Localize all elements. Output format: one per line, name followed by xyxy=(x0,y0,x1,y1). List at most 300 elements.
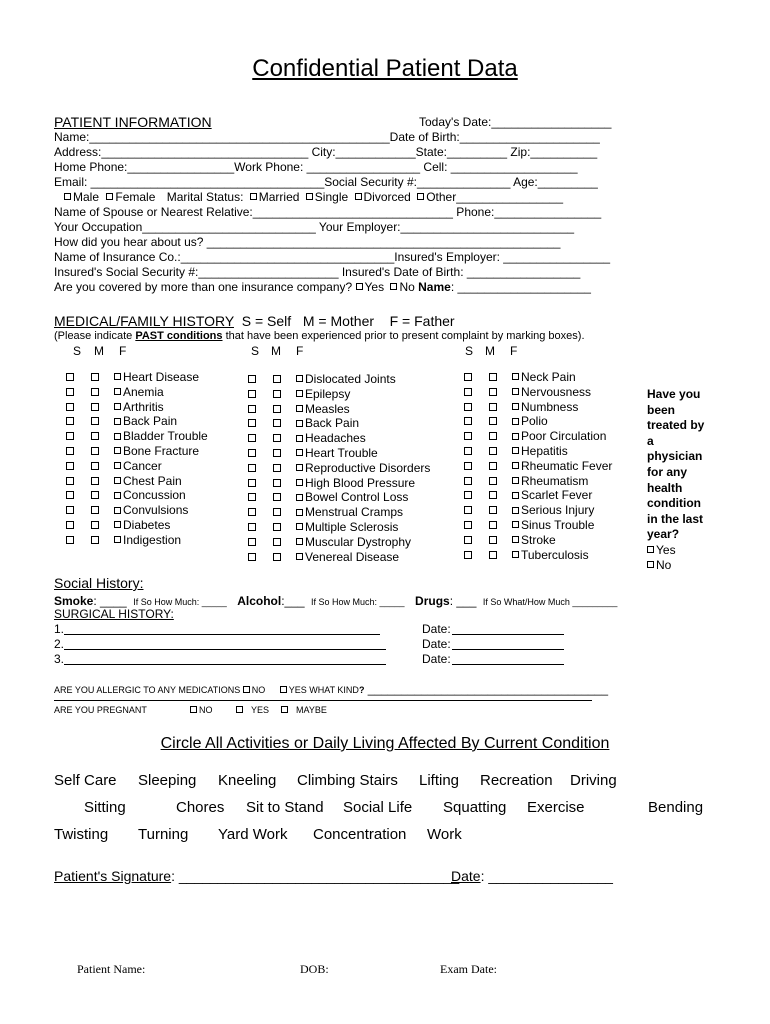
single-checkbox[interactable] xyxy=(306,193,313,200)
venereal-disease-self-checkbox[interactable] xyxy=(248,553,256,561)
indigestion-mother-checkbox[interactable] xyxy=(91,536,99,544)
surgery-2-date-field[interactable] xyxy=(452,649,564,650)
arthritis-mother-checkbox[interactable] xyxy=(91,403,99,411)
condition-heart-disease xyxy=(114,370,199,384)
male-checkbox[interactable] xyxy=(64,193,71,200)
condition-label: Muscular Dystrophy xyxy=(305,534,412,549)
condition-heart-trouble xyxy=(296,446,378,460)
condition-label: Poor Circulation xyxy=(521,429,607,444)
dislocated-joints-mother-checkbox[interactable] xyxy=(273,375,281,383)
phone-line[interactable]: Home Phone:________________Work Phone: _________________ Cell: ___________________ xyxy=(54,160,578,174)
condition-stroke xyxy=(512,533,556,547)
condition-concussion xyxy=(114,488,186,502)
drugs-field[interactable]: : ___ xyxy=(449,594,477,608)
smoke-field[interactable]: : ____ xyxy=(93,594,127,608)
activity-social-life[interactable]: Social Life xyxy=(343,799,413,816)
surgery-1-field[interactable] xyxy=(64,634,380,635)
condition-indigestion xyxy=(114,533,181,547)
multi-no-checkbox[interactable] xyxy=(390,283,397,290)
condition-bowel-control-loss xyxy=(296,490,408,504)
chest-pain-mother-checkbox[interactable] xyxy=(91,477,99,485)
multi-no-label: No xyxy=(399,280,415,294)
multi-insurance-question: Are you covered by more than one insurance company? xyxy=(54,280,356,294)
hepatitis-mother-checkbox[interactable] xyxy=(489,447,497,455)
history-note: (Please indicate PAST conditions that have been experienced prior to present complaint by marking boxes). xyxy=(54,330,585,342)
reproductive-disorders-mother-checkbox[interactable] xyxy=(273,464,281,472)
condition-anemia xyxy=(114,385,164,399)
condition-label: Polio xyxy=(521,414,548,429)
condition-multiple-sclerosis xyxy=(296,520,398,534)
diabetes-self-checkbox[interactable] xyxy=(66,521,74,529)
polio-mother-checkbox[interactable] xyxy=(489,417,497,425)
married-label: Married xyxy=(258,190,300,204)
activity-recreation[interactable]: Recreation xyxy=(480,772,553,789)
scarlet-fever-mother-checkbox[interactable] xyxy=(489,491,497,499)
occupation-line[interactable]: Your Occupation__________________________ Your Employer:__________________________ xyxy=(54,220,575,234)
email-ssn-line[interactable]: Email: ___________________________________Social Security #:______________ Age:_________ xyxy=(54,175,598,189)
pregnant-no-checkbox[interactable] xyxy=(190,706,197,713)
condition-label: Scarlet Fever xyxy=(521,488,593,503)
multi-name-field[interactable]: : ____________________ xyxy=(450,280,591,294)
activity-turning[interactable]: Turning xyxy=(138,826,189,843)
condition-label: Venereal Disease xyxy=(305,549,400,564)
stroke-mother-checkbox[interactable] xyxy=(489,536,497,544)
alcohol-amount-field[interactable]: If So How Much: _____ xyxy=(311,597,405,607)
physician-question: Have you been treated by a physician for any health condition in the last year? xyxy=(647,387,705,542)
nervousness-mother-checkbox[interactable] xyxy=(489,388,497,396)
other-checkbox[interactable] xyxy=(417,193,424,200)
condition-tuberculosis xyxy=(512,548,589,562)
column-header-s: S xyxy=(251,344,260,358)
concussion-self-checkbox[interactable] xyxy=(66,491,74,499)
numbness-father-checkbox[interactable] xyxy=(512,403,519,410)
bladder-trouble-father-checkbox[interactable] xyxy=(114,433,121,440)
cancer-mother-checkbox[interactable] xyxy=(91,462,99,470)
numbness-self-checkbox[interactable] xyxy=(464,403,472,411)
condition-label: Serious Injury xyxy=(521,503,595,518)
social-history-heading: Social History: xyxy=(54,575,144,591)
female-label: Female xyxy=(115,190,156,204)
condition-diabetes xyxy=(114,518,170,532)
heart-disease-mother-checkbox[interactable] xyxy=(91,373,99,381)
column-header-f: F xyxy=(119,344,127,358)
column-header-s: S xyxy=(73,344,82,358)
pregnant-maybe-option: MAYBE xyxy=(281,705,327,716)
polio-self-checkbox[interactable] xyxy=(464,417,472,425)
footer-dob: DOB: xyxy=(300,962,329,976)
insurance-line[interactable]: Name of Insurance Co.:________________________________Insured's Employer: ________________ xyxy=(54,250,611,264)
signature-field[interactable]: ____________________________________ xyxy=(174,868,460,884)
activity-self-care[interactable]: Self Care xyxy=(54,772,117,789)
tuberculosis-father-checkbox[interactable] xyxy=(512,551,519,558)
spouse-line[interactable]: Name of Spouse or Nearest Relative:______________________________ Phone:________________ xyxy=(54,205,602,219)
allergy-no-checkbox[interactable] xyxy=(243,686,250,693)
condition-poor-circulation xyxy=(512,429,606,443)
back-pain-self-checkbox[interactable] xyxy=(248,419,256,427)
chest-pain-self-checkbox[interactable] xyxy=(66,477,74,485)
bowel-control-loss-father-checkbox[interactable] xyxy=(296,494,303,501)
diabetes-father-checkbox[interactable] xyxy=(114,521,121,528)
condition-rheumatism xyxy=(512,474,588,488)
activity-climbing-stairs[interactable]: Climbing Stairs xyxy=(297,772,398,789)
todays-date-field[interactable]: Today's Date:__________________ xyxy=(419,115,612,129)
tuberculosis-self-checkbox[interactable] xyxy=(464,551,472,559)
male-label: Male xyxy=(73,190,100,204)
signature-row: Patient's Signature: ____________________________________ xyxy=(54,868,460,884)
condition-label: Back Pain xyxy=(305,416,360,431)
address-line[interactable]: Address:_______________________________ City:____________State:_________ Zip:__________ xyxy=(54,145,598,159)
stroke-self-checkbox[interactable] xyxy=(464,536,472,544)
multiple-sclerosis-father-checkbox[interactable] xyxy=(296,523,303,530)
heart-trouble-mother-checkbox[interactable] xyxy=(273,449,281,457)
sinus-trouble-father-checkbox[interactable] xyxy=(512,521,519,528)
epilepsy-father-checkbox[interactable] xyxy=(296,390,303,397)
condition-label: Measles xyxy=(305,401,350,416)
condition-bone-fracture xyxy=(114,444,199,458)
multi-yes-checkbox[interactable] xyxy=(356,283,363,290)
single-label: Single xyxy=(314,190,349,204)
serious-injury-mother-checkbox[interactable] xyxy=(489,506,497,514)
physician-yes-checkbox[interactable] xyxy=(647,546,654,553)
condition-label: Heart Trouble xyxy=(305,446,378,460)
chest-pain-father-checkbox[interactable] xyxy=(114,477,121,484)
menstrual-cramps-self-checkbox[interactable] xyxy=(248,508,256,516)
signature-date-field[interactable]: : ________________ xyxy=(480,868,613,884)
rheumatism-mother-checkbox[interactable] xyxy=(489,477,497,485)
back-pain-father-checkbox[interactable] xyxy=(114,418,121,425)
physician-yes-option: Yes xyxy=(647,543,676,557)
condition-label: Menstrual Cramps xyxy=(305,505,404,520)
condition-label: Rheumatic Fever xyxy=(521,458,613,473)
condition-serious-injury xyxy=(512,503,594,517)
bowel-control-loss-self-checkbox[interactable] xyxy=(248,493,256,501)
measles-mother-checkbox[interactable] xyxy=(273,405,281,413)
polio-father-checkbox[interactable] xyxy=(512,418,519,425)
poor-circulation-father-checkbox[interactable] xyxy=(512,433,519,440)
surgery-1-date-label: Date: xyxy=(422,622,451,636)
high-blood-pressure-self-checkbox[interactable] xyxy=(248,479,256,487)
condition-label: Hepatitis xyxy=(521,444,568,458)
history-heading-row xyxy=(54,313,455,329)
concussion-father-checkbox[interactable] xyxy=(114,492,121,499)
menstrual-cramps-father-checkbox[interactable] xyxy=(296,509,303,516)
activity-yard-work[interactable]: Yard Work xyxy=(218,826,288,843)
neck-pain-mother-checkbox[interactable] xyxy=(489,373,497,381)
page-title: Confidential Patient Data xyxy=(252,55,518,82)
alcohol-label: Alcohol xyxy=(237,594,282,608)
tuberculosis-mother-checkbox[interactable] xyxy=(489,551,497,559)
surgery-3-date-field[interactable] xyxy=(452,664,564,665)
activity-concentration[interactable]: Concentration xyxy=(313,826,407,843)
heart-disease-self-checkbox[interactable] xyxy=(66,373,74,381)
activity-squatting[interactable]: Squatting xyxy=(443,799,507,816)
condition-convulsions xyxy=(114,503,188,517)
marital-label: Marital Status: xyxy=(166,190,244,204)
surgery-3-date-label: Date: xyxy=(422,652,451,666)
insured-ssn-line[interactable]: Insured's Social Security #:_____________________ Insured's Date of Birth: _________________ xyxy=(54,265,581,279)
surgical-history-heading: SURGICAL HISTORY: xyxy=(54,607,174,621)
patient-info-heading: PATIENT INFORMATION xyxy=(54,114,212,130)
activity-work[interactable]: Work xyxy=(427,826,462,843)
condition-label: Sinus Trouble xyxy=(521,518,595,532)
heart-trouble-self-checkbox[interactable] xyxy=(248,449,256,457)
cancer-father-checkbox[interactable] xyxy=(114,462,121,469)
condition-label: Numbness xyxy=(521,399,579,414)
indigestion-father-checkbox[interactable] xyxy=(114,536,121,543)
heart-trouble-father-checkbox[interactable] xyxy=(296,449,303,456)
hepatitis-self-checkbox[interactable] xyxy=(464,447,472,455)
scarlet-fever-father-checkbox[interactable] xyxy=(512,492,519,499)
condition-label: High Blood Pressure xyxy=(305,475,416,490)
neck-pain-father-checkbox[interactable] xyxy=(512,373,519,380)
condition-rheumatic-fever xyxy=(512,459,612,473)
divorced-checkbox[interactable] xyxy=(355,193,362,200)
activity-sit-to-stand[interactable]: Sit to Stand xyxy=(246,799,324,816)
surgery-2-date-label: Date: xyxy=(422,637,451,651)
surgery-1-label: 1. xyxy=(54,622,65,636)
condition-high-blood-pressure xyxy=(296,476,415,490)
dislocated-joints-father-checkbox[interactable] xyxy=(296,375,303,382)
condition-dislocated-joints xyxy=(296,372,396,386)
allergy-yes-checkbox[interactable] xyxy=(280,686,287,693)
multiple-sclerosis-self-checkbox[interactable] xyxy=(248,523,256,531)
back-pain-self-checkbox[interactable] xyxy=(66,417,74,425)
condition-label: Indigestion xyxy=(123,532,182,547)
surgery-1-date-field[interactable] xyxy=(452,634,564,635)
epilepsy-mother-checkbox[interactable] xyxy=(273,390,281,398)
cancer-self-checkbox[interactable] xyxy=(66,462,74,470)
condition-nervousness xyxy=(512,385,591,399)
pregnant-yes-option: YES xyxy=(236,705,269,716)
sinus-trouble-self-checkbox[interactable] xyxy=(464,521,472,529)
headaches-self-checkbox[interactable] xyxy=(248,434,256,442)
condition-scarlet-fever xyxy=(512,488,592,502)
headaches-father-checkbox[interactable] xyxy=(296,435,303,442)
allergy-row: ARE YOU ALLERGIC TO ANY MEDICATIONS NO YES WHAT KIND? ____________________________________ xyxy=(54,682,609,696)
condition-hepatitis xyxy=(512,444,568,458)
drugs-amount-field[interactable]: If So What/How Much _________ xyxy=(482,597,618,607)
dislocated-joints-self-checkbox[interactable] xyxy=(248,375,256,383)
condition-label: Rheumatism xyxy=(521,473,589,488)
heart-disease-father-checkbox[interactable] xyxy=(114,373,121,380)
pregnant-no-option: NO xyxy=(190,705,213,716)
rheumatic-fever-self-checkbox[interactable] xyxy=(464,462,472,470)
activity-lifting[interactable]: Lifting xyxy=(419,772,460,789)
measles-self-checkbox[interactable] xyxy=(248,405,256,413)
condition-reproductive-disorders xyxy=(296,461,430,475)
back-pain-mother-checkbox[interactable] xyxy=(273,419,281,427)
married-checkbox[interactable] xyxy=(250,193,257,200)
surgery-2-field[interactable] xyxy=(64,649,386,650)
condition-label: Neck Pain xyxy=(521,370,576,384)
condition-label: Bowel Control Loss xyxy=(305,490,409,505)
allergy-extra-line[interactable] xyxy=(54,700,592,701)
surgery-3-field[interactable] xyxy=(64,664,386,665)
column-header-m: M xyxy=(485,344,495,358)
signature-date-row xyxy=(451,868,613,885)
anemia-mother-checkbox[interactable] xyxy=(91,388,99,396)
condition-menstrual-cramps xyxy=(296,505,403,519)
other-field[interactable]: Other________________ xyxy=(426,190,563,204)
serious-injury-father-checkbox[interactable] xyxy=(512,507,519,514)
convulsions-father-checkbox[interactable] xyxy=(114,507,121,514)
activity-chores[interactable]: Chores xyxy=(176,799,225,816)
condition-muscular-dystrophy xyxy=(296,535,411,549)
condition-label: Dislocated Joints xyxy=(305,372,396,386)
condition-cancer xyxy=(114,459,162,473)
measles-father-checkbox[interactable] xyxy=(296,405,303,412)
history-heading: MEDICAL/FAMILY HISTORY xyxy=(54,313,234,329)
allergy-question: ARE YOU ALLERGIC TO ANY MEDICATIONS xyxy=(54,685,243,695)
column-header-m: M xyxy=(94,344,104,358)
surgery-2-label: 2. xyxy=(54,637,65,651)
bone-fracture-father-checkbox[interactable] xyxy=(114,447,121,454)
physician-no-option: No xyxy=(647,558,671,572)
pregnant-yes-checkbox[interactable] xyxy=(236,706,243,713)
menstrual-cramps-mother-checkbox[interactable] xyxy=(273,508,281,516)
multiple-sclerosis-mother-checkbox[interactable] xyxy=(273,523,281,531)
convulsions-self-checkbox[interactable] xyxy=(66,506,74,514)
condition-label: Stroke xyxy=(521,532,556,547)
condition-label: Bone Fracture xyxy=(123,444,200,458)
condition-numbness xyxy=(512,400,578,414)
activities-heading: Circle All Activities or Daily Living Affected By Current Condition xyxy=(160,735,610,752)
venereal-disease-father-checkbox[interactable] xyxy=(296,553,303,560)
condition-arthritis xyxy=(114,400,164,414)
signature-date-label: Date xyxy=(451,868,481,884)
condition-sinus-trouble xyxy=(512,518,594,532)
condition-label: Cancer xyxy=(123,458,162,473)
footer-patient-name: Patient Name: xyxy=(77,962,146,976)
convulsions-mother-checkbox[interactable] xyxy=(91,506,99,514)
activity-bending[interactable]: Bending xyxy=(648,799,704,816)
condition-polio xyxy=(512,414,548,428)
rheumatism-father-checkbox[interactable] xyxy=(512,477,519,484)
diabetes-mother-checkbox[interactable] xyxy=(91,521,99,529)
back-pain-mother-checkbox[interactable] xyxy=(91,417,99,425)
rheumatic-fever-father-checkbox[interactable] xyxy=(512,462,519,469)
reproductive-disorders-self-checkbox[interactable] xyxy=(248,464,256,472)
referral-line[interactable]: How did you hear about us? _____________________________________________________ xyxy=(54,235,561,249)
neck-pain-self-checkbox[interactable] xyxy=(464,373,472,381)
muscular-dystrophy-self-checkbox[interactable] xyxy=(248,538,256,546)
indigestion-self-checkbox[interactable] xyxy=(66,536,74,544)
pregnant-question: ARE YOU PREGNANT xyxy=(54,705,147,715)
hepatitis-father-checkbox[interactable] xyxy=(512,447,519,454)
muscular-dystrophy-father-checkbox[interactable] xyxy=(296,538,303,545)
high-blood-pressure-mother-checkbox[interactable] xyxy=(273,479,281,487)
nervousness-self-checkbox[interactable] xyxy=(464,388,472,396)
signature-label: Patient's Signature xyxy=(54,868,172,884)
condition-measles xyxy=(296,402,350,416)
bowel-control-loss-mother-checkbox[interactable] xyxy=(273,493,281,501)
reproductive-disorders-father-checkbox[interactable] xyxy=(296,464,303,471)
concussion-mother-checkbox[interactable] xyxy=(91,491,99,499)
condition-neck-pain xyxy=(512,370,576,384)
bone-fracture-self-checkbox[interactable] xyxy=(66,447,74,455)
multi-yes-label: Yes xyxy=(364,280,385,294)
condition-label: Bladder Trouble xyxy=(123,429,208,444)
past-conditions-emphasis: PAST conditions xyxy=(135,330,223,342)
condition-back-pain xyxy=(114,414,177,428)
multi-insurance-line xyxy=(54,280,591,294)
bladder-trouble-mother-checkbox[interactable] xyxy=(91,432,99,440)
activity-exercise[interactable]: Exercise xyxy=(527,799,585,816)
poor-circulation-self-checkbox[interactable] xyxy=(464,432,472,440)
column-header-s: S xyxy=(465,344,474,358)
activity-sitting[interactable]: Sitting xyxy=(84,799,126,816)
activity-kneeling[interactable]: Kneeling xyxy=(218,772,277,789)
pregnant-maybe-checkbox[interactable] xyxy=(281,706,288,713)
history-legend: S = Self M = Mother F = Father xyxy=(233,313,455,329)
bone-fracture-mother-checkbox[interactable] xyxy=(91,447,99,455)
stroke-father-checkbox[interactable] xyxy=(512,536,519,543)
arthritis-father-checkbox[interactable] xyxy=(114,403,121,410)
condition-venereal-disease xyxy=(296,550,399,564)
high-blood-pressure-father-checkbox[interactable] xyxy=(296,479,303,486)
condition-epilepsy xyxy=(296,387,350,401)
condition-chest-pain xyxy=(114,474,182,488)
nervousness-father-checkbox[interactable] xyxy=(512,388,519,395)
back-pain-father-checkbox[interactable] xyxy=(296,420,303,427)
sinus-trouble-mother-checkbox[interactable] xyxy=(489,521,497,529)
activity-twisting[interactable]: Twisting xyxy=(54,826,109,843)
condition-label: Anemia xyxy=(123,384,164,399)
headaches-mother-checkbox[interactable] xyxy=(273,434,281,442)
numbness-mother-checkbox[interactable] xyxy=(489,403,497,411)
condition-label: Epilepsy xyxy=(305,386,351,401)
venereal-disease-mother-checkbox[interactable] xyxy=(273,553,281,561)
anemia-self-checkbox[interactable] xyxy=(66,388,74,396)
epilepsy-self-checkbox[interactable] xyxy=(248,390,256,398)
smoke-amount-field[interactable]: If So How Much: _____ xyxy=(133,597,227,607)
condition-label: Convulsions xyxy=(123,503,189,518)
condition-label: Nervousness xyxy=(521,384,592,399)
condition-back-pain xyxy=(296,416,359,430)
muscular-dystrophy-mother-checkbox[interactable] xyxy=(273,538,281,546)
activity-driving[interactable]: Driving xyxy=(570,772,617,789)
alcohol-field[interactable]: :___ xyxy=(281,594,305,608)
allergy-kind-field[interactable]: ____________________________________ xyxy=(364,682,609,696)
condition-label: Reproductive Disorders xyxy=(305,460,431,475)
divorced-label: Divorced xyxy=(363,190,411,204)
female-checkbox[interactable] xyxy=(106,193,113,200)
rheumatism-self-checkbox[interactable] xyxy=(464,477,472,485)
smoke-label: Smoke xyxy=(54,594,94,608)
column-header-f: F xyxy=(510,344,518,358)
surgery-3-label: 3. xyxy=(54,652,65,666)
bladder-trouble-self-checkbox[interactable] xyxy=(66,432,74,440)
condition-label: Concussion xyxy=(123,488,186,503)
condition-label: Tuberculosis xyxy=(521,547,589,562)
physician-no-checkbox[interactable] xyxy=(647,561,654,568)
condition-headaches xyxy=(296,431,366,445)
activity-sleeping[interactable]: Sleeping xyxy=(138,772,197,789)
scarlet-fever-self-checkbox[interactable] xyxy=(464,491,472,499)
footer-exam-date: Exam Date: xyxy=(440,962,497,976)
condition-label: Chest Pain xyxy=(123,473,182,488)
condition-label: Diabetes xyxy=(123,518,171,532)
arthritis-self-checkbox[interactable] xyxy=(66,403,74,411)
condition-bladder-trouble xyxy=(114,429,208,443)
column-header-f: F xyxy=(296,344,304,358)
rheumatic-fever-mother-checkbox[interactable] xyxy=(489,462,497,470)
condition-label: Multiple Sclerosis xyxy=(305,520,399,534)
name-dob-line[interactable]: Name:_____________________________________________Date of Birth:_____________________ xyxy=(54,130,600,144)
serious-injury-self-checkbox[interactable] xyxy=(464,506,472,514)
anemia-father-checkbox[interactable] xyxy=(114,388,121,395)
poor-circulation-mother-checkbox[interactable] xyxy=(489,432,497,440)
